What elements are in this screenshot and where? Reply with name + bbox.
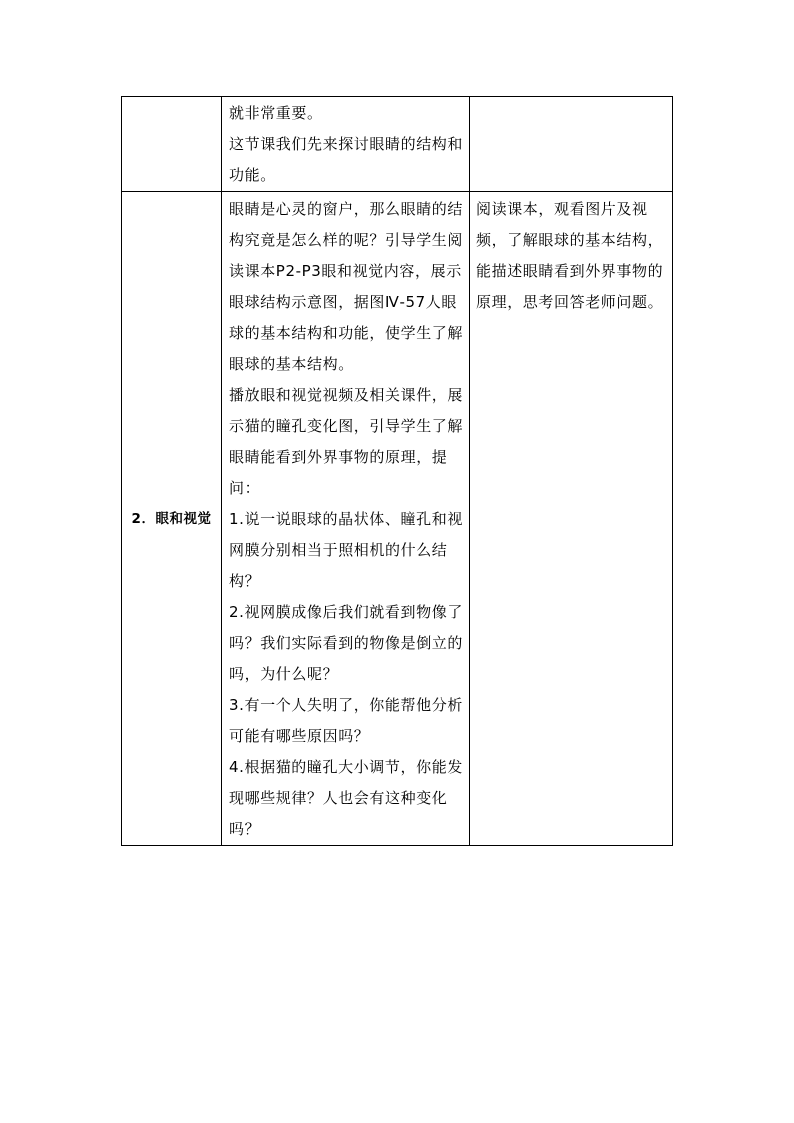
student-activity-cell [470, 97, 673, 192]
teacher-paragraph: 播放眼和视觉视频及相关课件，展示猫的瞳孔变化图，引导学生了解眼睛能看到外界事物的原理，提问： [229, 386, 464, 497]
question-item: 4.根据猫的瞳孔大小调节，你能发现哪些规律？人也会有这种变化吗？ [229, 758, 463, 838]
teacher-activity-cell [222, 97, 470, 192]
stage-cell [122, 97, 222, 192]
table-row [122, 192, 673, 846]
lesson-plan-table [121, 96, 673, 846]
table-row [122, 97, 673, 192]
teacher-paragraph: 这节课我们先来探讨眼睛的结构和功能。 [229, 135, 464, 184]
teacher-activity-cell [222, 192, 470, 846]
question-item: 1.说一说眼球的晶状体、瞳孔和视网膜分别相当于照相机的什么结构？ [229, 510, 463, 590]
question-item: 3.有一个人失明了，你能帮他分析可能有哪些原因吗？ [229, 696, 463, 745]
student-activity-cell [470, 192, 673, 846]
student-paragraph: 阅读课本，观看图片及视频，了解眼球的基本结构，能描述眼睛看到外界事物的原理，思考回答老师问题。 [476, 200, 664, 311]
teacher-paragraph: 就非常重要。 [229, 104, 323, 122]
teacher-paragraph: 眼睛是心灵的窗户，那么眼睛的结构究竟是怎么样的呢？引导学生阅读课本P2-P3眼和视觉内容，展示眼球结构示意图，据图Ⅳ-57人眼球的基本结构和功能，使学生了解眼球的基本结构。 [229, 200, 464, 373]
stage-cell [122, 192, 222, 846]
question-item: 2.视网膜成像后我们就看到物像了吗？我们实际看到的物像是倒立的吗，为什么呢？ [229, 603, 464, 683]
stage-label: 2．眼和视觉 [131, 511, 212, 527]
